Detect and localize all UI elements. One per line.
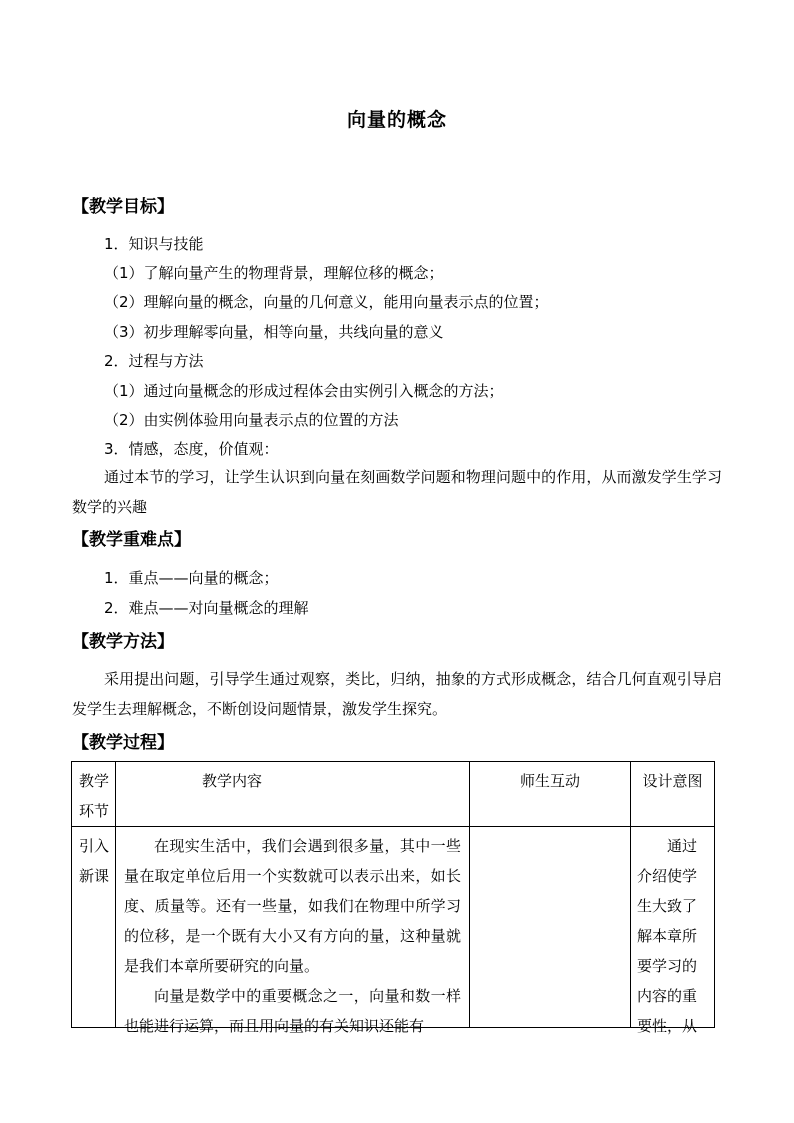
goals-heading: 【教学目标】 xyxy=(72,197,174,217)
goal-line-3: （2）理解向量的概念，向量的几何意义，能用向量表示点的位置； xyxy=(104,293,549,311)
process-heading: 【教学过程】 xyxy=(72,733,174,753)
row1-intent xyxy=(631,827,715,1035)
goal-line-8: 3．情感，态度，价值观： xyxy=(104,440,279,458)
header-intent-text: 设计意图 xyxy=(642,772,703,790)
header-content xyxy=(116,762,470,827)
row1-stage xyxy=(72,827,116,1028)
header-intent xyxy=(631,762,715,827)
method-paragraph: 采用提出问题，引导学生通过观察，类比，归纳，抽象的方式形成概念，结合几何直观引导启发学生去理解概念，不断创设问题情景，激发学生探究。 xyxy=(72,670,722,718)
row1-content-paragraph-2: 向量是数学中的重要概念之一，向量和数一样也能进行运算，而且用向量的有关知识还能有 xyxy=(124,987,461,1035)
goal-line-7: （2）由实例体验用向量表示点的位置的方法 xyxy=(104,411,399,429)
method-heading: 【教学方法】 xyxy=(72,632,174,652)
goal-line-6: （1）通过向量概念的形成过程体会由实例引入概念的方法； xyxy=(104,382,504,400)
goal-line-1: 1．知识与技能 xyxy=(104,235,204,253)
row1-content-paragraph-1: 在现实生活中，我们会遇到很多量，其中一些量在取定单位后用一个实数就可以表示出来，如长度、质量等。还有一些量，如我们在物理中所学习的位移，是一个既有大小又有方向的量，这种量就是我们本章所要研究的向量。 xyxy=(124,837,461,975)
row1-content-body xyxy=(116,827,469,1035)
header-stage xyxy=(72,762,116,827)
row1-content xyxy=(116,827,470,1035)
goal-line-4: （3）初步理解零向量，相等向量，共线向量的意义 xyxy=(104,323,444,341)
page-title: 向量的概念 xyxy=(346,109,447,131)
key-heading: 【教学重难点】 xyxy=(72,530,191,550)
header-interaction-text: 师生互动 xyxy=(519,772,580,790)
row1-interaction xyxy=(470,827,631,1028)
row1-interaction-text xyxy=(470,827,630,831)
key-point-1: 1．重点——向量的概念； xyxy=(104,569,279,587)
process-table xyxy=(71,761,715,1035)
header-stage-text: 教学环节 xyxy=(79,772,110,820)
goal-line-2: （1）了解向量产生的物理背景，理解位移的概念； xyxy=(104,264,444,282)
header-interaction xyxy=(470,762,631,827)
key-point-2: 2．难点——对向量概念的理解 xyxy=(104,599,309,617)
row1-intent-text: 通过介绍使学生大致了解本章所要学习的内容的重要性，从 xyxy=(637,837,698,1035)
row1-stage-text: 引入新课 xyxy=(79,837,110,885)
table-row xyxy=(72,827,715,1028)
goals-paragraph: 通过本节的学习，让学生认识到向量在刻画数学问题和物理问题中的作用，从而激发学生学习数学的兴趣 xyxy=(72,468,722,516)
goal-line-5: 2．过程与方法 xyxy=(104,352,204,370)
header-content-text: 教学内容 xyxy=(202,772,263,790)
table-header-row xyxy=(72,762,715,827)
